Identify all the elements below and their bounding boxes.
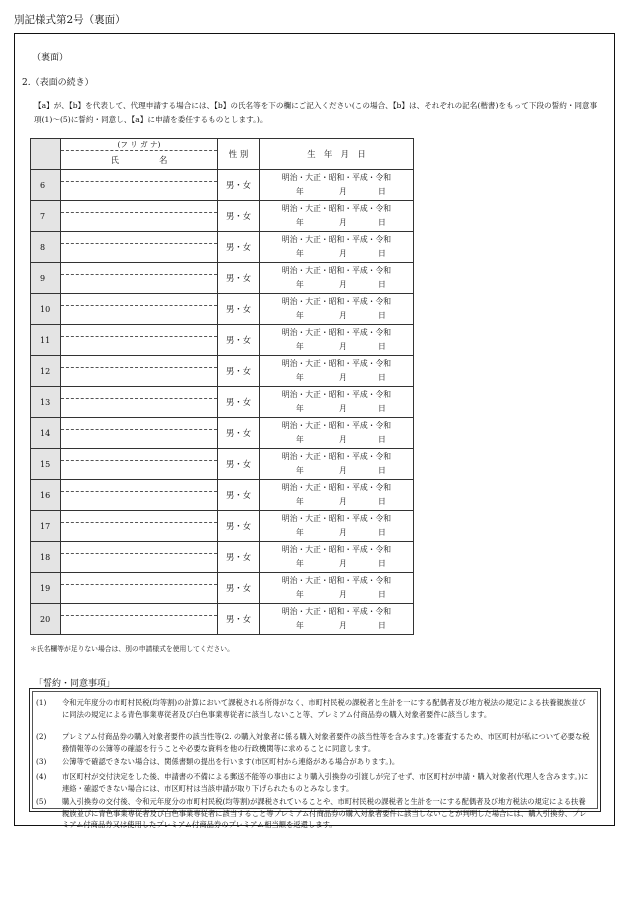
row-number: 15 [31, 449, 61, 480]
name-cell[interactable] [61, 294, 218, 325]
sex-option[interactable]: 男・女 [218, 604, 260, 635]
pledge-item-text: 購入引換券の交付後、令和元年度分の市町村民税(均等割)が課税されていることや、市町村民税の課税者と生計を一にする配偶者及び地方税法の規定による扶養親族並びに青色事業専従者及び白色事業専従者に該当すること等プレミアム付商品券の購入対象者要件に該当しないことが判明した場合には、購入引換券、プレミアム付商品券又は使用したプレミアム付商品券のプレミアム相当額を返還します。 [62, 797, 587, 829]
dob-cell[interactable] [260, 511, 414, 542]
row-number: 16 [31, 480, 61, 511]
side-label: （裏面） [32, 53, 69, 63]
pledge-item-number: (3) [36, 757, 47, 766]
sex-option[interactable]: 男・女 [218, 418, 260, 449]
year-label: 年 [296, 342, 304, 351]
table-row [31, 511, 414, 542]
form-label: 別記様式第2号（裏面） [14, 14, 126, 26]
furigana-field[interactable] [61, 511, 217, 523]
name-field[interactable] [61, 275, 217, 293]
ymd-fields[interactable] [260, 340, 413, 354]
name-cell[interactable] [61, 170, 218, 201]
header-name-cell [61, 139, 218, 170]
month-label: 月 [339, 218, 347, 227]
sex-option[interactable]: 男・女 [218, 263, 260, 294]
sex-option[interactable]: 男・女 [218, 480, 260, 511]
name-cell[interactable] [61, 604, 218, 635]
pledge-item-text: 市区町村が交付決定をした後、申請書の不備による郵送不能等の事由により購入引換券の引渡しが完了せず、市区町村が申請・購入対象者(代理人を含みます。)に連絡・確認できない場合には、市区町村は当該申請が取り下げられたものとみなします。 [62, 772, 589, 793]
era-options[interactable]: 明治・大正・昭和・平成・令和 [281, 328, 392, 337]
name-field[interactable] [61, 399, 217, 417]
furigana-field[interactable] [61, 449, 217, 461]
sex-option[interactable]: 男・女 [218, 232, 260, 263]
row-number: 20 [31, 604, 61, 635]
year-label: 年 [296, 373, 304, 382]
year-label: 年 [296, 249, 304, 258]
year-label: 年 [296, 590, 304, 599]
era-options[interactable]: 明治・大正・昭和・平成・令和 [281, 235, 392, 244]
dob-cell[interactable] [260, 263, 414, 294]
furigana-field[interactable] [61, 263, 217, 275]
year-label: 年 [296, 497, 304, 506]
table-row [31, 170, 414, 201]
row-number: 10 [31, 294, 61, 325]
month-label: 月 [339, 404, 347, 413]
sex-option[interactable]: 男・女 [218, 573, 260, 604]
table-row [31, 387, 414, 418]
day-label: 日 [378, 249, 386, 258]
sex-option[interactable]: 男・女 [218, 201, 260, 232]
name-cell[interactable] [61, 418, 218, 449]
header-number-cell [31, 139, 61, 170]
ymd-fields[interactable] [260, 402, 413, 416]
day-label: 日 [378, 342, 386, 351]
year-label: 年 [296, 621, 304, 630]
row-number: 9 [31, 263, 61, 294]
month-label: 月 [339, 590, 347, 599]
era-options[interactable]: 明治・大正・昭和・平成・令和 [281, 514, 392, 523]
year-label: 年 [296, 559, 304, 568]
table-row [31, 325, 414, 356]
footnote: ＊氏名欄等が足りない場合は、別の申請様式を使用してください。 [30, 645, 234, 653]
pledge-item-number: (1) [36, 698, 47, 707]
sex-option[interactable]: 男・女 [218, 511, 260, 542]
year-label: 年 [296, 404, 304, 413]
row-number: 6 [31, 170, 61, 201]
dob-cell[interactable] [260, 294, 414, 325]
pledge-item-number: (2) [36, 732, 47, 741]
furigana-header: (フ リ ガ ナ) [61, 139, 217, 151]
name-field[interactable] [61, 461, 217, 479]
day-label: 日 [378, 528, 386, 537]
day-label: 日 [378, 621, 386, 630]
ymd-fields[interactable] [260, 526, 413, 540]
dob-cell[interactable] [260, 170, 414, 201]
intro-text: 【a】が、【b】を代表して、代理申請する場合には、【b】の氏名等を下の欄にご記入ください(この場合、【b】は、それぞれの記名(楷書)をもって下段の誓約・同意事項(1)～(5)に誓約・同意し、【a】に申請を委任するものとします。)。 [34, 101, 598, 124]
sex-option[interactable]: 男・女 [218, 170, 260, 201]
pledge-item-text: 公簿等で確認できない場合は、関係書類の提出を行います(市区町村から連絡がある場合があります。)。 [62, 757, 400, 766]
sex-option[interactable]: 男・女 [218, 542, 260, 573]
month-label: 月 [339, 435, 347, 444]
sex-option[interactable]: 男・女 [218, 325, 260, 356]
row-number: 19 [31, 573, 61, 604]
pledge-item-text: プレミアム付商品券の購入対象者要件の該当性等(2. の購入対象者に係る購入対象者要件の該当性等を含みます。)を審査するため、市区町村が私について必要な税務情報等の公簿等の確認を行うことや必要な資料を他の行政機関等に求めることに同意します。 [62, 732, 590, 753]
day-label: 日 [378, 590, 386, 599]
name-field[interactable] [61, 244, 217, 262]
day-label: 日 [378, 280, 386, 289]
era-options[interactable]: 明治・大正・昭和・平成・令和 [281, 421, 392, 430]
sex-option[interactable]: 男・女 [218, 356, 260, 387]
dob-cell[interactable] [260, 542, 414, 573]
era-options[interactable]: 明治・大正・昭和・平成・令和 [281, 452, 392, 461]
ymd-fields[interactable] [260, 588, 413, 602]
name-cell[interactable] [61, 325, 218, 356]
day-label: 日 [378, 187, 386, 196]
year-label: 年 [296, 218, 304, 227]
continuation-heading: 2.（表面の続き） [22, 78, 94, 88]
pledge-item-number: (4) [36, 772, 47, 781]
month-label: 月 [339, 311, 347, 320]
name-field[interactable] [61, 213, 217, 231]
era-options[interactable]: 明治・大正・昭和・平成・令和 [281, 359, 392, 368]
day-label: 日 [378, 218, 386, 227]
day-label: 日 [378, 404, 386, 413]
row-number: 18 [31, 542, 61, 573]
furigana-field[interactable] [61, 325, 217, 337]
name-field[interactable] [61, 182, 217, 200]
dob-cell[interactable] [260, 387, 414, 418]
month-label: 月 [339, 373, 347, 382]
table-row [31, 573, 414, 604]
row-number: 8 [31, 232, 61, 263]
month-label: 月 [339, 528, 347, 537]
month-label: 月 [339, 187, 347, 196]
pledge-box [29, 688, 601, 829]
day-label: 日 [378, 373, 386, 382]
era-options[interactable]: 明治・大正・昭和・平成・令和 [281, 483, 392, 492]
applicant-table [30, 138, 414, 635]
dob-cell[interactable] [260, 325, 414, 356]
era-options[interactable]: 明治・大正・昭和・平成・令和 [281, 607, 392, 616]
dob-cell[interactable] [260, 573, 414, 604]
era-options[interactable]: 明治・大正・昭和・平成・令和 [281, 545, 392, 554]
ymd-fields[interactable] [260, 371, 413, 385]
furigana-field[interactable] [61, 480, 217, 492]
table-row [31, 480, 414, 511]
table-row [31, 263, 414, 294]
furigana-field[interactable] [61, 542, 217, 554]
name-cell[interactable] [61, 573, 218, 604]
furigana-field[interactable] [61, 201, 217, 213]
table-row [31, 604, 414, 635]
ymd-fields[interactable] [260, 278, 413, 292]
day-label: 日 [378, 466, 386, 475]
dob-cell[interactable] [260, 232, 414, 263]
ymd-fields[interactable] [260, 464, 413, 478]
pledge-title: 「誓約・同意事項」 [34, 679, 116, 689]
name-cell[interactable] [61, 201, 218, 232]
year-label: 年 [296, 528, 304, 537]
ymd-fields[interactable] [260, 557, 413, 571]
row-number: 11 [31, 325, 61, 356]
pledge-item-text: 令和元年度分の市町村民税(均等割)の計算において課税される所得がなく、市町村民税の課税者と生計を一にする配偶者及び地方税法の規定による扶養親族並びに同法の規定による青色事業専従者及び白色事業専従者に該当しないこと等、プレミアム付商品券の購入対象者要件に該当します。 [62, 698, 586, 719]
name-cell[interactable] [61, 449, 218, 480]
furigana-field[interactable] [61, 418, 217, 430]
sex-header: 性 別 [218, 139, 260, 170]
year-label: 年 [296, 435, 304, 444]
name-field[interactable] [61, 337, 217, 355]
year-label: 年 [296, 311, 304, 320]
row-number: 13 [31, 387, 61, 418]
name-cell[interactable] [61, 511, 218, 542]
era-options[interactable]: 明治・大正・昭和・平成・令和 [281, 576, 392, 585]
dob-cell[interactable] [260, 356, 414, 387]
ymd-fields[interactable] [260, 247, 413, 261]
month-label: 月 [339, 249, 347, 258]
table-row [31, 449, 414, 480]
name-field[interactable] [61, 306, 217, 324]
table-row [31, 542, 414, 573]
year-label: 年 [296, 280, 304, 289]
ymd-fields[interactable] [260, 619, 413, 633]
ymd-fields[interactable] [260, 216, 413, 230]
month-label: 月 [339, 559, 347, 568]
sex-option[interactable]: 男・女 [218, 294, 260, 325]
dob-header: 生 年 月 日 [260, 139, 414, 170]
table-row [31, 418, 414, 449]
row-number: 14 [31, 418, 61, 449]
day-label: 日 [378, 311, 386, 320]
table-row [31, 201, 414, 232]
month-label: 月 [339, 280, 347, 289]
name-cell[interactable] [61, 356, 218, 387]
furigana-field[interactable] [61, 356, 217, 368]
year-label: 年 [296, 187, 304, 196]
furigana-field[interactable] [61, 604, 217, 616]
row-number: 12 [31, 356, 61, 387]
name-field[interactable] [61, 523, 217, 541]
name-field[interactable] [61, 554, 217, 572]
dob-cell[interactable] [260, 604, 414, 635]
ymd-fields[interactable] [260, 309, 413, 323]
name-cell[interactable] [61, 480, 218, 511]
dob-cell[interactable] [260, 418, 414, 449]
table-row [31, 232, 414, 263]
furigana-field[interactable] [61, 387, 217, 399]
name-cell[interactable] [61, 542, 218, 573]
ymd-fields[interactable] [260, 495, 413, 509]
row-number: 17 [31, 511, 61, 542]
name-field[interactable] [61, 616, 217, 634]
era-options[interactable]: 明治・大正・昭和・平成・令和 [281, 297, 392, 306]
month-label: 月 [339, 466, 347, 475]
name-field[interactable] [61, 585, 217, 603]
table-row [31, 294, 414, 325]
name-header: 氏名 [110, 155, 208, 165]
day-label: 日 [378, 559, 386, 568]
era-options[interactable]: 明治・大正・昭和・平成・令和 [281, 204, 392, 213]
row-number: 7 [31, 201, 61, 232]
era-options[interactable]: 明治・大正・昭和・平成・令和 [281, 173, 392, 182]
year-label: 年 [296, 466, 304, 475]
dob-cell[interactable] [260, 201, 414, 232]
name-field[interactable] [61, 368, 217, 386]
sex-option[interactable]: 男・女 [218, 449, 260, 480]
month-label: 月 [339, 621, 347, 630]
name-cell[interactable] [61, 263, 218, 294]
name-field[interactable] [61, 492, 217, 510]
name-field[interactable] [61, 430, 217, 448]
era-options[interactable]: 明治・大正・昭和・平成・令和 [281, 266, 392, 275]
table-row [31, 356, 414, 387]
furigana-field[interactable] [61, 170, 217, 182]
month-label: 月 [339, 497, 347, 506]
dob-cell[interactable] [260, 480, 414, 511]
era-options[interactable]: 明治・大正・昭和・平成・令和 [281, 390, 392, 399]
furigana-field[interactable] [61, 573, 217, 585]
sex-option[interactable]: 男・女 [218, 387, 260, 418]
day-label: 日 [378, 497, 386, 506]
dob-cell[interactable] [260, 449, 414, 480]
month-label: 月 [339, 342, 347, 351]
ymd-fields[interactable] [260, 433, 413, 447]
day-label: 日 [378, 435, 386, 444]
name-cell[interactable] [61, 387, 218, 418]
name-cell[interactable] [61, 232, 218, 263]
ymd-fields[interactable] [260, 185, 413, 199]
pledge-item-number: (5) [36, 797, 47, 806]
furigana-field[interactable] [61, 294, 217, 306]
furigana-field[interactable] [61, 232, 217, 244]
